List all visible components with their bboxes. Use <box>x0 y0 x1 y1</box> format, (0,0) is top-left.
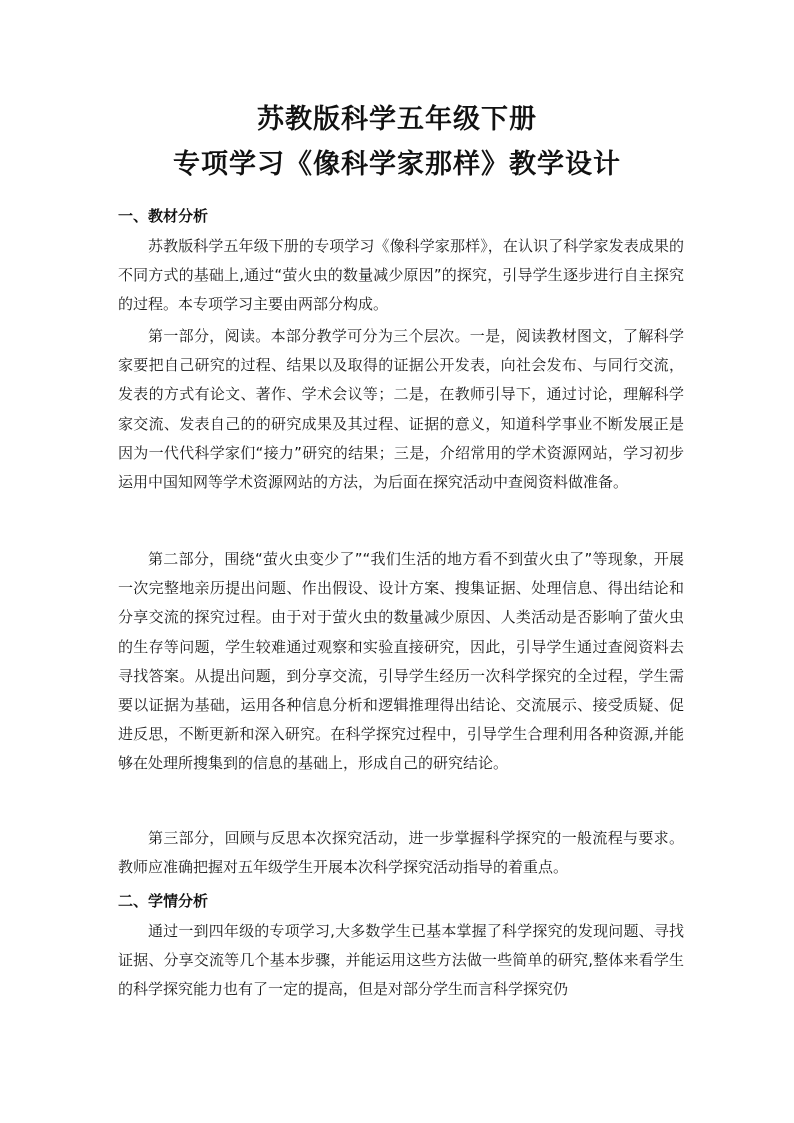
paragraph-part-two: 第二部分，围绕“萤火虫变少了”“我们生活的地方看不到萤火虫了”等现象，开展一次完整地亲历提出问题、作出假设、设计方案、搜集证据、处理信息、得出结论和分享交流的探究过程。由于对于萤火虫的数量减少原因、人类活动是否影响了萤火虫的生存等问题，学生较难通过观察和实验直接研究，因此，引导学生通过查阅资料去寻找答案。从提出问题，到分享交流，引导学生经历一次科学探究的全过程，学生需要以证据为基础，运用各种信息分析和逻辑推理得出结论、交流展示、接受质疑、促进反思，不断更新和深入研究。在科学探究过程中，引导学生合理利用各种资源,并能够在处理所搜集到的信息的基础上，形成自己的研究结论。 <box>118 550 684 773</box>
document-title-line-2: 专项学习《像科学家那样》教学设计 <box>173 149 621 180</box>
paragraph-student-analysis: 通过一到四年级的专项学习,大多数学生已基本掌握了科学探究的发现问题、寻找证据、分享交流等几个基本步骤，并能运用这些方法做一些简单的研究,整体来看学生的科学探究能力也有了一定的提高，但是对部分学生而言科学探究仍 <box>118 922 684 999</box>
section-heading-student-analysis: 二、学情分析 <box>118 892 209 910</box>
paragraph-part-three: 第三部分，回顾与反思本次探究活动，进一步掌握科学探究的一般流程与要求。教师应准确把握对五年级学生开展本次科学探究活动指导的着重点。 <box>118 829 684 877</box>
section-heading-textbook-analysis: 一、教材分析 <box>118 207 209 225</box>
document-title-line-1: 苏教版科学五年级下册 <box>257 104 537 135</box>
paragraph-intro: 苏教版科学五年级下册的专项学习《像科学家那样》，在认识了科学家发表成果的不同方式的基础上,通过“萤火虫的数量减少原因”的探究，引导学生逐步进行自主探究的过程。本专项学习主要由两部分构成。 <box>118 237 684 314</box>
paragraph-part-one: 第一部分，阅读。本部分教学可分为三个层次。一是，阅读教材图文，了解科学家要把自己研究的过程、结果以及取得的证据公开发表，向社会发布、与同行交流，发表的方式有论文、著作、学术会议等；二是，在教师引导下，通过讨论，理解科学家交流、发表自己的的研究成果及其过程、证据的意义，知道科学事业不断发展正是因为一代代科学家们“接力”研究的结果；三是，介绍常用的学术资源网站，学习初步运用中国知网等学术资源网站的方法，为后面在探究活动中查阅资料做准备。 <box>118 327 684 492</box>
